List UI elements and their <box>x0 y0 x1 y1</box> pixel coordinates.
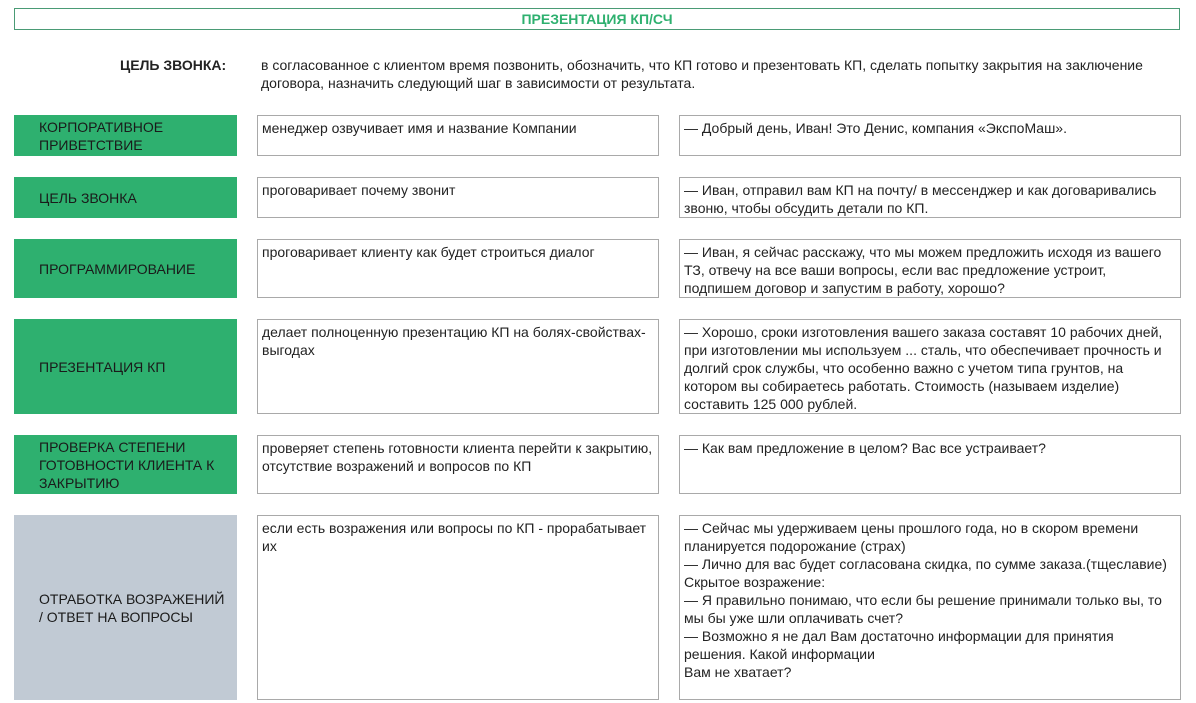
stage-action-presentation: делает полноценную презентацию КП на болях-свойствах-выгодах <box>257 319 659 414</box>
stage-label-greeting: КОРПОРАТИВНОЕ ПРИВЕТСТВИЕ <box>14 115 237 156</box>
stage-action-objections: если есть возражения или вопросы по КП - прорабатывает их <box>257 515 659 700</box>
stage-label-call-goal: ЦЕЛЬ ЗВОНКА <box>14 177 237 218</box>
stage-script-readiness-check: — Как вам предложение в целом? Вас все устраивает? <box>679 435 1181 494</box>
goal-text: в согласованное с клиентом время позвонить, обозначить, что КП готово и презентовать КП, сделать попытку закрытия на заключение договора, назначить следующий шаг в зависимости от результата. <box>261 57 1143 91</box>
stage-action-greeting: менеджер озвучивает имя и название Компании <box>257 115 659 156</box>
stage-script-greeting: — Добрый день, Иван! Это Денис, компания «ЭкспоМаш». <box>679 115 1181 156</box>
stage-label-programming: ПРОГРАММИРОВАНИЕ <box>14 239 237 298</box>
stage-action-readiness-check: проверяет степень готовности клиента перейти к закрытию, отсутствие возражений и вопросов по КП <box>257 435 659 494</box>
page-title: ПРЕЗЕНТАЦИЯ КП/СЧ <box>14 8 1180 30</box>
stage-label-presentation: ПРЕЗЕНТАЦИЯ КП <box>14 319 237 414</box>
stage-action-call-goal: проговаривает почему звонит <box>257 177 659 218</box>
stage-script-objections: — Сейчас мы удерживаем цены прошлого года, но в скором времени планируется подорожание (страх) — Лично для вас будет согласована скидка, по сумме заказа.(тщеславие) Скрытое возражение: — Я правильно понимаю, что если бы решение принимали только вы, то мы бы уже шли оплачивать счет? — Возможно я не дал Вам достаточно информации для принятия решения. Какой информации Вам не хватает? <box>679 515 1181 700</box>
stage-script-presentation: — Хорошо, сроки изготовления вашего заказа составят 10 рабочих дней, при изготовлении мы используем ... сталь, что обеспечивает прочность и долгий срок службы, что особенно важно с учетом типа грунтов, на котором вы собираетесь работать. Стоимость (называем изделие) составить 125 000 рублей. <box>679 319 1181 414</box>
stage-label-objections: ОТРАБОТКА ВОЗРАЖЕНИЙ / ОТВЕТ НА ВОПРОСЫ <box>14 515 237 700</box>
stage-label-readiness-check: ПРОВЕРКА СТЕПЕНИ ГОТОВНОСТИ КЛИЕНТА К ЗАКРЫТИЮ <box>14 435 237 494</box>
goal-label: ЦЕЛЬ ЗВОНКА: <box>120 57 227 73</box>
stage-action-programming: проговаривает клиенту как будет строиться диалог <box>257 239 659 298</box>
stage-script-programming: — Иван, я сейчас расскажу, что мы можем предложить исходя из вашего ТЗ, отвечу на все ваши вопросы, если вас предложение устроит, подпишем договор и запустим в работу, хорошо? <box>679 239 1181 298</box>
stage-script-call-goal: — Иван, отправил вам КП на почту/ в мессенджер и как договаривались звоню, чтобы обсудить детали по КП. <box>679 177 1181 218</box>
